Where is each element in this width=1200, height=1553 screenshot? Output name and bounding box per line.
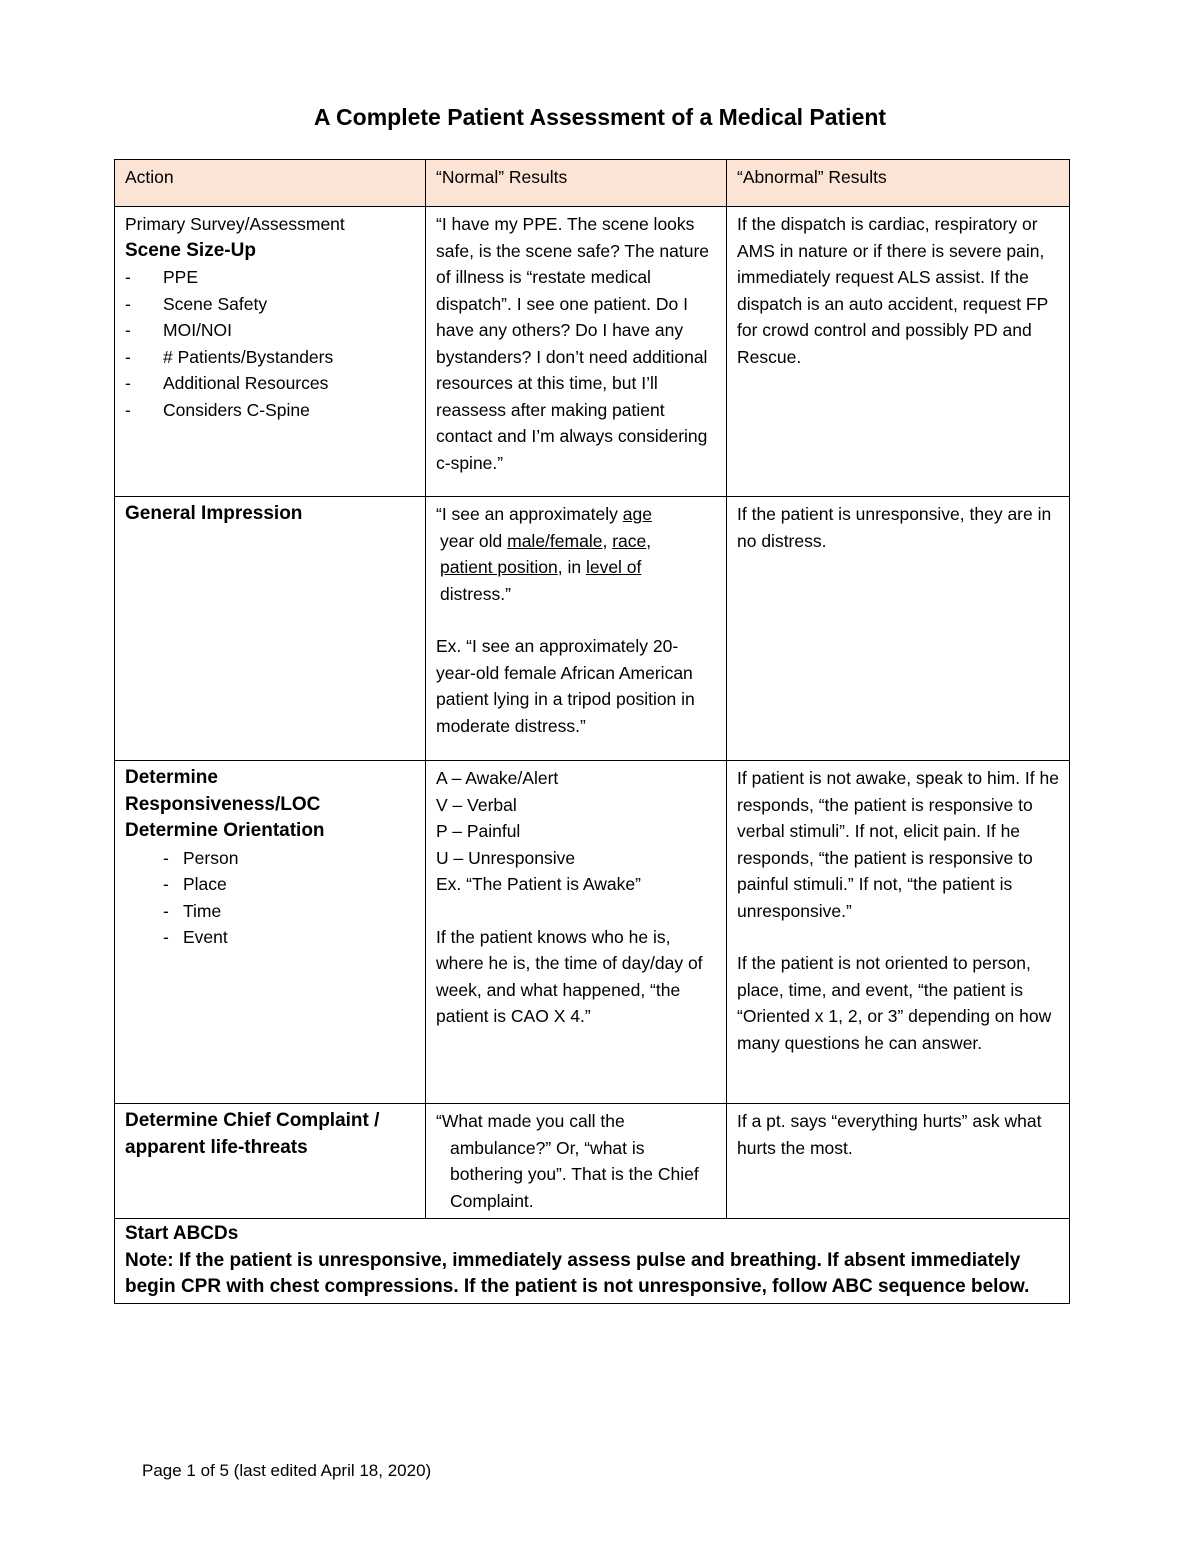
row4-normal-cell (426, 1104, 727, 1219)
row2-normal-example: Ex. “I see an approximately 20-year-old female African American patient lying in a tripod position in moderate distress.” (436, 636, 695, 736)
row3-abnormal-cell (727, 761, 1070, 1104)
list-item: - Event (125, 924, 415, 951)
header-action: Action (115, 160, 426, 207)
list-item: - Additional Resources (125, 370, 415, 397)
list-item: - Person (125, 845, 415, 872)
table-row-abcds (115, 1219, 1070, 1304)
page-title: A Complete Patient Assessment of a Medical Patient (313, 104, 887, 130)
row2-normal-cell (426, 497, 727, 761)
row3-normal-cell (426, 761, 727, 1104)
row4-abnormal-cell: If a pt. says “everything hurts” ask what hurts the most. (727, 1104, 1070, 1219)
row3-action-cell (115, 761, 426, 1104)
table-row-scene-size-up (115, 207, 1070, 497)
row2-abnormal-cell: If the patient is unresponsive, they are in no distress. (727, 497, 1070, 761)
row3-action-heading-orientation: Determine Orientation (125, 820, 325, 841)
list-item: - # Patients/Bystanders (125, 344, 415, 371)
row1-action-list (125, 264, 415, 423)
row4-action-cell (115, 1104, 426, 1219)
row3-abnormal-responsiveness: If patient is not awake, speak to him. If he responds, “the patient is responsive to verbal stimuli”. If not, elicit pain. If he responds, “the patient is responsive to painful stimuli.” If not, “the patient is unresponsive.” (737, 768, 1059, 921)
row5-cell (115, 1219, 1070, 1304)
assessment-table (114, 159, 1070, 1304)
row1-normal-cell: “I have my PPE. The scene looks safe, is the scene safe? The nature of illness is “restate medical dispatch”. I see one patient. Do I have any others? Do I have any bystanders? I don’t need additional resources at this time, but I’ll reassess after making patient contact and I’m always considering c-spine.” (426, 207, 727, 497)
list-item: - PPE (125, 264, 415, 291)
row1-action-label: Primary Survey/Assessment (125, 214, 345, 234)
row2-action-heading: General Impression (125, 503, 303, 524)
avpu-line: V – Verbal (436, 794, 517, 815)
row1-abnormal-cell: If the dispatch is cardiac, respiratory or AMS in nature or if there is severe pain, immediately request ALS assist. If the dispatch is an auto accident, request FP for crowd control and possibly PD and Rescue. (727, 207, 1070, 497)
row2-normal-template: “I see an approximately age year old male/female, race, patient position, in level of distress.” (436, 504, 652, 604)
row4-normal-line1: “What made you call the (436, 1111, 625, 1131)
table-row-chief-complaint (115, 1104, 1070, 1219)
row3-abnormal-orientation: If the patient is not oriented to person, place, time, and event, “the patient is “Oriented x 1, 2, or 3” depending on how many questions he can answer. (737, 953, 1052, 1053)
row1-action-heading: Scene Size-Up (125, 239, 256, 261)
row3-action-heading-loc: Determine Responsiveness/LOC (125, 767, 321, 815)
table-row-general-impression (115, 497, 1070, 761)
row5-heading: Start ABCDs (125, 1223, 239, 1244)
table-row-responsiveness (115, 761, 1070, 1104)
avpu-line: A – Awake/Alert (436, 768, 559, 788)
page-footer: Page 1 of 5 (last edited April 18, 2020) (142, 1461, 432, 1480)
row3-action-list (125, 845, 415, 951)
row5-note: Note: If the patient is unresponsive, immediately assess pulse and breathing. If absent immediately begin CPR with chest compressions. If the patient is not unresponsive, follow ABC sequence below. (125, 1249, 1030, 1297)
table-header-row (115, 160, 1070, 207)
row2-action-cell (115, 497, 426, 761)
list-item: - Scene Safety (125, 291, 415, 318)
row4-action-heading: Determine Chief Complaint / apparent life-threats (125, 1110, 380, 1158)
avpu-line: U – Unresponsive (436, 847, 576, 868)
avpu-line: P – Painful (436, 821, 521, 841)
row4-normal-rest: ambulance?” Or, “what is bothering you”. That is the Chief Complaint. (450, 1137, 699, 1211)
avpu-example: Ex. “The Patient is Awake” (436, 874, 641, 894)
row3-normal-orientation: If the patient knows who he is, where he is, the time of day/day of week, and what happened, “the patient is CAO X 4.” (436, 926, 703, 1026)
list-item: - Considers C-Spine (125, 397, 415, 424)
header-abnormal-results: “Abnormal” Results (727, 160, 1070, 207)
row1-action-cell (115, 207, 426, 497)
list-item: - MOI/NOI (125, 317, 415, 344)
list-item: - Time (125, 898, 415, 925)
header-normal-results: “Normal” Results (426, 160, 727, 207)
list-item: - Place (125, 871, 415, 898)
